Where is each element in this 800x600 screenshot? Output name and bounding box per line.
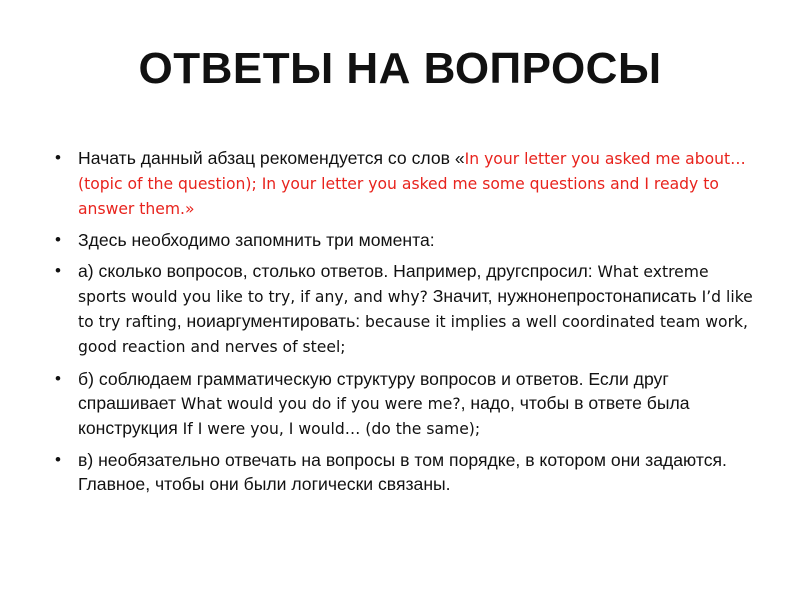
bullet-dot-icon: • [55, 260, 61, 280]
bullet-text-en: If I were you, I would… (do the same); [182, 420, 481, 439]
bullet-text-ru: Здесь необходимо запомнить три момента: [78, 229, 435, 250]
bullet-text-ru: в) необязательно отвечать на вопросы в том порядке, в котором они задаются. Главное, чтобы они были логически связаны. [78, 450, 727, 495]
bullet-text-ru: Начать данный абзац рекомендуется со слов « [78, 148, 465, 168]
bullet-item-intro [55, 146, 755, 222]
slide-title: ОТВЕТЫ НА ВОПРОСЫ [138, 44, 662, 93]
bullet-text-en: I’d like to try rafting [78, 288, 753, 332]
bullet-text-en: What extreme sports would you like to try, if any, and why? [78, 262, 709, 307]
bullet-item-three-points [55, 228, 755, 252]
bullet-text-ru: а) сколько вопросов, столько ответов. Например, другспросил: [78, 260, 598, 281]
bullet-item-point-c [55, 448, 755, 496]
bullet-text-en: because it implies a well coordinated team work, good reaction and nerves of steel; [78, 313, 748, 357]
bullet-item-point-b [55, 367, 755, 442]
bullet-dot-icon: • [55, 368, 61, 388]
bullet-dot-icon: • [55, 229, 61, 249]
bullet-text-en: What would you do if you were me? [180, 394, 461, 413]
bullet-text-ru: б) соблюдаем грамматическую структуру вопросов и ответов. Если друг спрашивает [78, 368, 669, 413]
bullet-item-point-a [55, 259, 755, 360]
bullet-list [55, 146, 755, 503]
bullet-dot-icon: • [55, 450, 61, 470]
bullet-text-ru: , ноиаргументировать: [176, 311, 366, 332]
bullet-dot-icon: • [55, 148, 61, 167]
bullet-text-ru: Значит, нужнонепростонаписать [427, 286, 702, 307]
bullet-text-ru: , надо, чтобы в ответе была конструкция [78, 392, 690, 439]
bullet-quote-en: In your letter you asked me about…(topic of the question); In your letter you asked me some questions and I ready to answer them.» [78, 150, 746, 219]
